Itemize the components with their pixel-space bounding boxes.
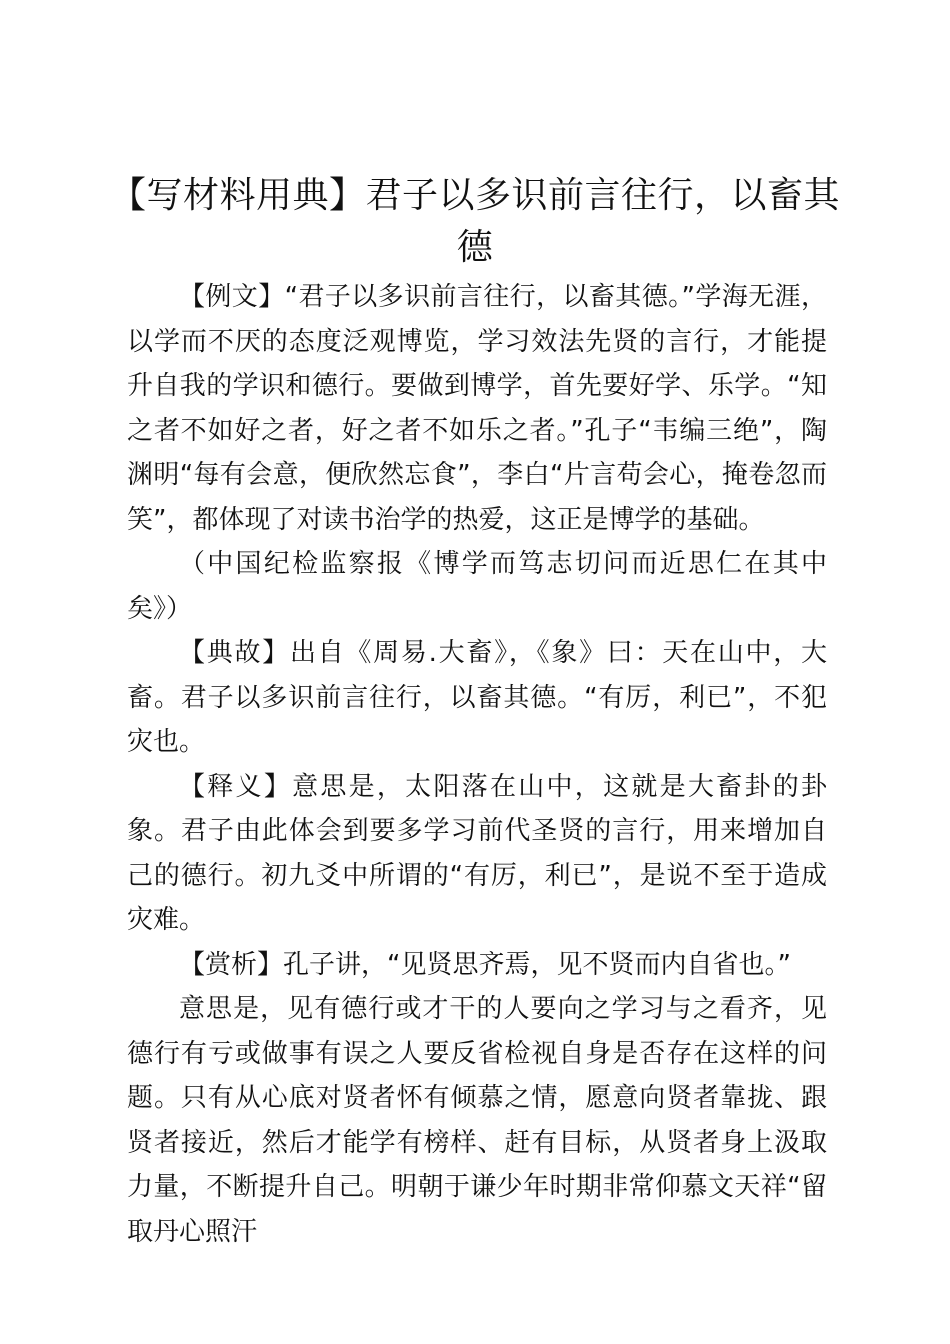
paragraph-example: 【例文】“君子以多识前言往行，以畜其德。”学海无涯，以学而不厌的态度泛观博览，学习效法先贤的言行，才能提升自我的学识和德行。要做到博学，首先要好学、乐学。“知之者不如好之者，好之者不如乐之者。”孔子“韦编三绝”，陶渊明“每有会意，便欣然忘食”，李白“片言苟会心，掩卷忽而笑”，都体现了对读书治学的热爱，这正是博学的基础。	[127, 282, 827, 535]
paragraph-appreciation: 【赏析】孔子讲，“见贤思齐焉，见不贤而内自省也。”	[179, 949, 791, 980]
paragraph-meaning: 意思是，见有德行或才干的人要向之学习与之看齐，见德行有亏或做事有误之人要反省检视自身是否存在这样的问题。只有从心底对贤者怀有倾慕之情，愿意向贤者靠拢、跟贤者接近，然后才能学有榜样、赶有目标，从贤者身上汲取力量，不断提升自己。明朝于谦少年时期非常仰慕文天祥“留取丹心照汗	[127, 994, 827, 1247]
document-title: 【写材料用典】君子以多识前言往行，以畜其德	[110, 175, 841, 268]
paragraph-explanation: 【释义】意思是，太阳落在山中，这就是大畜卦的卦象。君子由此体会到要多学习前代圣贤的言行，用来增加自己的德行。初九爻中所谓的“有厉，利已”，是说不至于造成灾难。	[127, 771, 827, 935]
document-body	[127, 275, 827, 1254]
paragraph-allusion: 【典故】出自《周易.大畜》，《象》曰：天在山中，大畜。君子以多识前言往行，以畜其德。“有厉，利已”，不犯灾也。	[127, 638, 827, 757]
paragraph-source: （中国纪检监察报《博学而笃志切问而近思仁在其中矣》）	[127, 549, 827, 624]
